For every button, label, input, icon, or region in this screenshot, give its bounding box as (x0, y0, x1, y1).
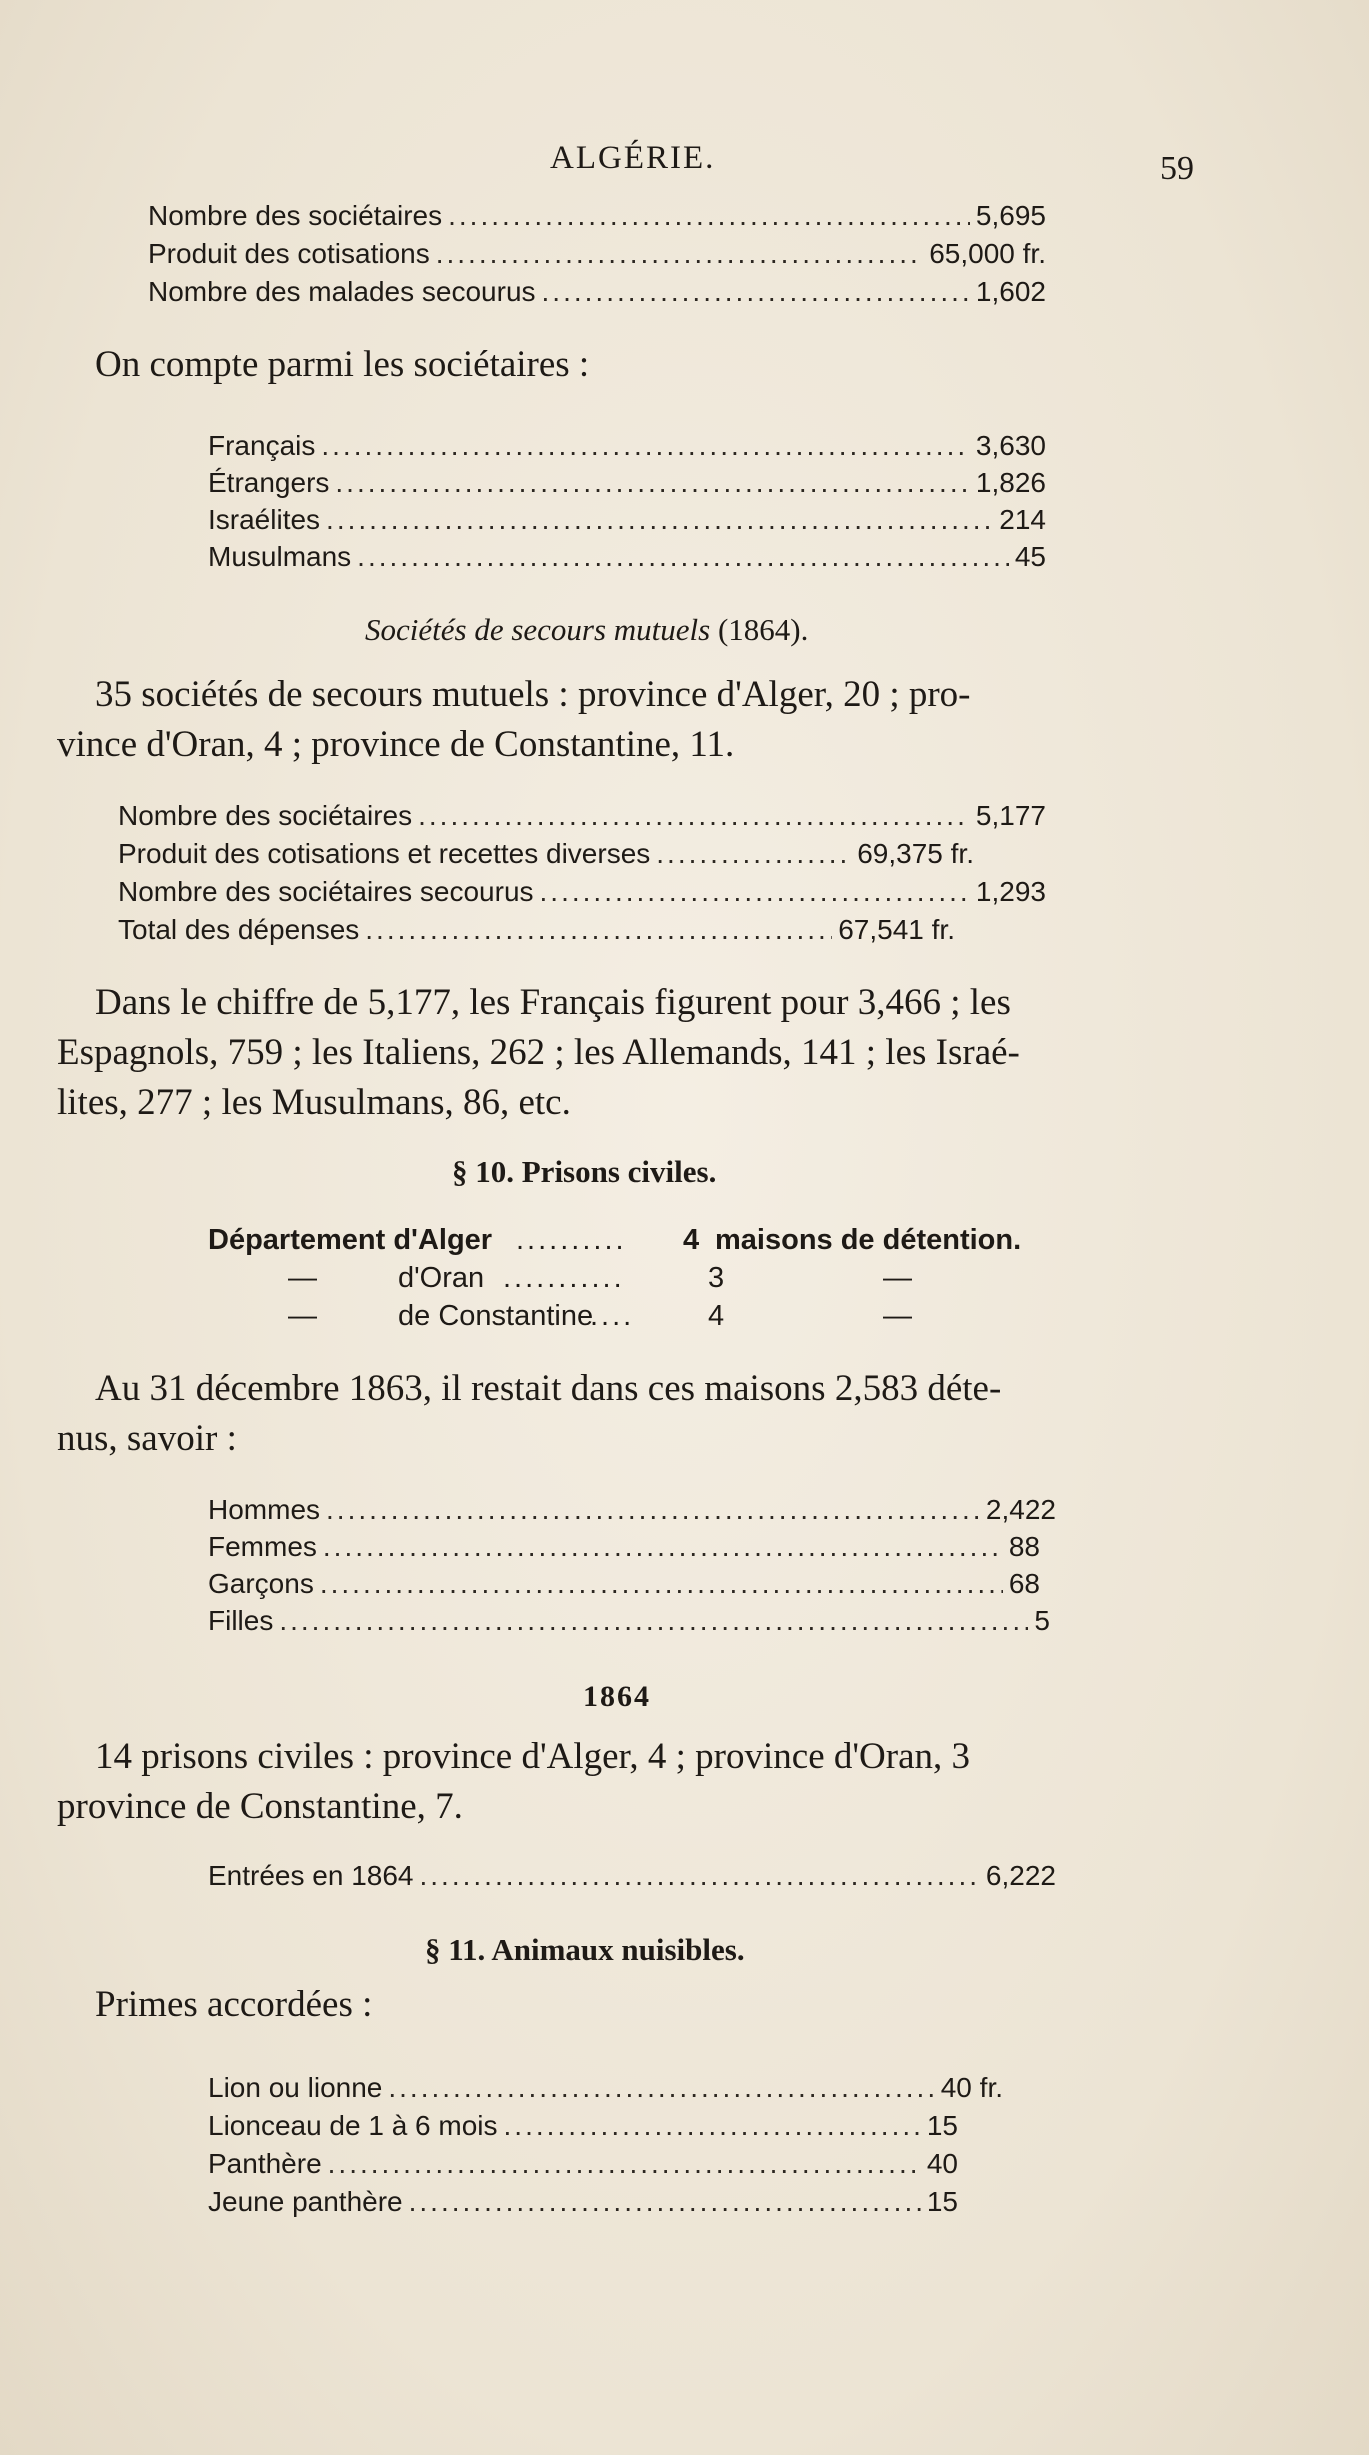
reward-row: Panthère ..... 40 (208, 2148, 958, 2180)
prison-dept-row: — de Constantine .... 4 — (288, 1300, 912, 1332)
section-heading: § 10. Prisons civiles. (452, 1154, 717, 1189)
detainee-row: Filles ..... 5 (208, 1605, 1050, 1637)
stat-row: Nombre des sociétaires secourus ..... 1,293 (118, 876, 1046, 908)
prison-dept-row: Département d'Alger .......... 4 maisons de détention. (208, 1224, 1022, 1256)
paragraph-line: lites, 277 ; les Musulmans, 86, etc. (57, 1082, 571, 1123)
nationality-row: Israélites ..... 214 (208, 504, 1046, 536)
stat-row: Total des dépenses ..... 67,541 fr. (118, 914, 955, 946)
reward-row: Jeune panthère ..... 15 (208, 2186, 958, 2218)
section-heading: § 11. Animaux nuisibles. (425, 1932, 745, 1967)
paragraph-line: 14 prisons civiles : province d'Alger, 4 ; province d'Oran, 3 (95, 1736, 970, 1777)
stat-row: Nombre des sociétaires ..... 5,177 (118, 800, 1046, 832)
year-heading: 1864 (583, 1680, 651, 1713)
section-caption: Sociétés de secours mutuels (1864). (365, 612, 809, 647)
nationality-row: Musulmans ..... 45 (208, 541, 1046, 573)
paragraph-line: nus, savoir : (57, 1418, 237, 1459)
stat-row: Produit des cotisations et recettes diverses ..... 69,375 fr. (118, 838, 974, 870)
reward-row: Lionceau de 1 à 6 mois ..... 15 (208, 2110, 958, 2142)
reward-row: Lion ou lionne ..... 40 fr. (208, 2072, 1003, 2104)
detainee-row: Garçons ..... 68 (208, 1568, 1040, 1600)
stat-row: Produit des cotisations ..... 65,000 fr. (148, 238, 1046, 270)
prison-dept-row: — d'Oran ........... 3 — (288, 1262, 912, 1294)
paragraph-line: Au 31 décembre 1863, il restait dans ces maisons 2,583 déte- (95, 1368, 1002, 1409)
paragraph-line: Dans le chiffre de 5,177, les Français figurent pour 3,466 ; les (95, 982, 1011, 1023)
detainee-row: Femmes ..... 88 (208, 1531, 1040, 1563)
paragraph-line: province de Constantine, 7. (57, 1786, 463, 1827)
page-number: 59 (1160, 150, 1194, 187)
nationality-row: Étrangers ..... 1,826 (208, 467, 1046, 499)
detainee-row: Hommes ..... 2,422 (208, 1494, 1056, 1526)
running-header: ALGÉRIE. (550, 140, 716, 176)
paragraph-line: Espagnols, 759 ; les Italiens, 262 ; les Allemands, 141 ; les Israé- (57, 1032, 1020, 1073)
paragraph-line: vince d'Oran, 4 ; province de Constantine, 11. (57, 724, 735, 765)
stat-row: Nombre des malades secourus ..... 1,602 (148, 276, 1046, 308)
entries-row: Entrées en 1864 ..... 6,222 (208, 1860, 1056, 1892)
paragraph-line: 35 sociétés de secours mutuels : province d'Alger, 20 ; pro- (95, 674, 971, 715)
nationality-row: Français ..... 3,630 (208, 430, 1046, 462)
intro-paragraph: Primes accordées : (95, 1984, 373, 2025)
stat-row: Nombre des sociétaires ..... 5,695 (148, 200, 1046, 232)
intro-paragraph: On compte parmi les sociétaires : (95, 344, 590, 385)
